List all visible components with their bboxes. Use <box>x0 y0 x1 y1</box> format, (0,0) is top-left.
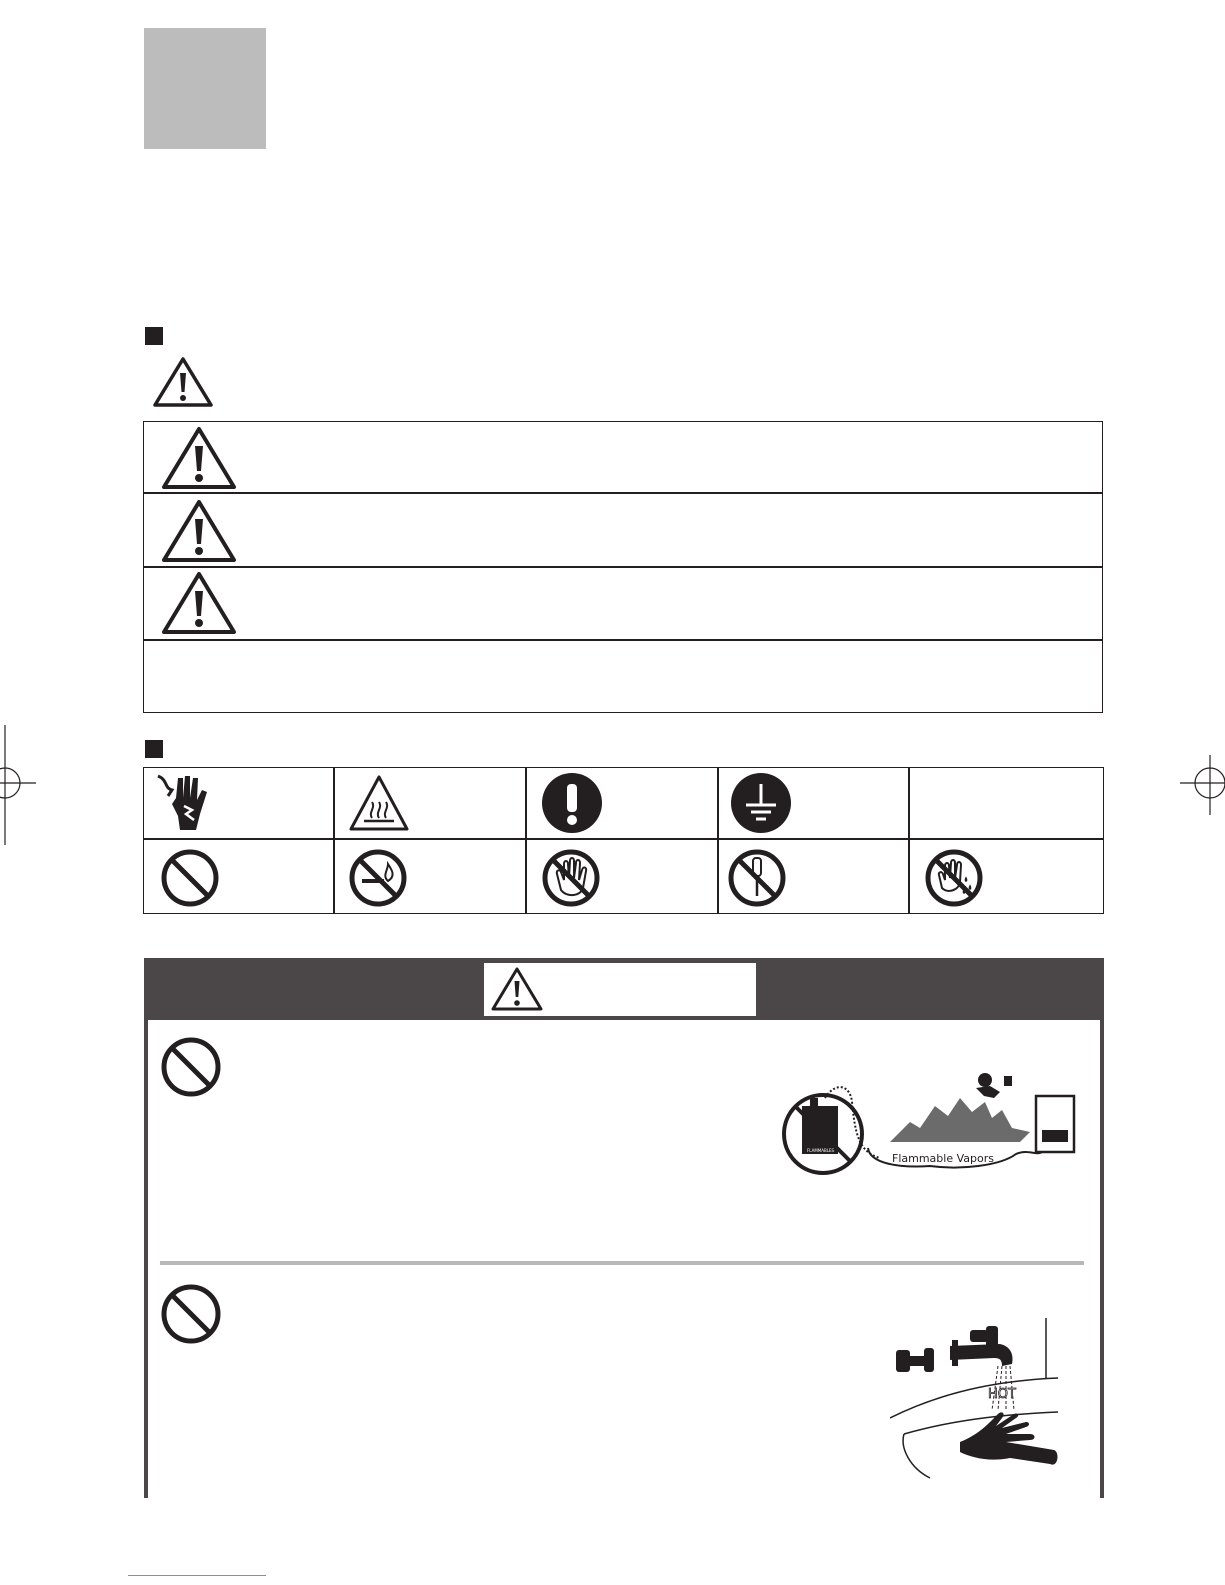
prohibition-icon <box>160 1283 222 1345</box>
section-tab <box>144 28 266 149</box>
hot-surface-icon <box>348 774 410 832</box>
ground-icon <box>730 772 792 834</box>
table-divider <box>525 767 527 914</box>
crop-mark-right <box>1180 755 1225 815</box>
warning-triangle-icon <box>160 425 238 491</box>
hot-water-illustration <box>890 1318 1062 1482</box>
flammable-vapors-caption: Flammable Vapors <box>892 1152 994 1165</box>
exclamation-circle-icon <box>541 772 603 834</box>
hot-label: HOT <box>988 1387 1016 1402</box>
warning-triangle-icon <box>160 498 238 564</box>
no-open-flame-icon <box>348 848 408 908</box>
do-not-touch-icon <box>541 848 601 908</box>
section-bullet <box>145 740 163 758</box>
table-divider <box>143 566 1103 568</box>
warning-triangle-icon <box>490 966 544 1012</box>
prohibition-icon <box>160 1036 222 1098</box>
no-wet-hands-icon <box>924 848 984 908</box>
prohibition-icon <box>160 848 220 908</box>
item-separator <box>160 1261 1084 1265</box>
table-divider <box>333 767 335 914</box>
table-divider <box>143 492 1103 494</box>
table-divider <box>143 639 1103 641</box>
warning-triangle-icon <box>152 356 214 408</box>
warning-box-border <box>144 1018 148 1498</box>
flammable-vapors-illustration <box>780 1062 1085 1180</box>
table-divider <box>143 838 1104 840</box>
warning-triangle-icon <box>160 570 238 636</box>
electric-shock-icon <box>150 772 220 836</box>
warning-box-border <box>1100 1018 1104 1498</box>
section-bullet <box>145 327 163 345</box>
footer-link-underline <box>128 1575 266 1576</box>
can-label: FLAMMABLES <box>807 1148 835 1153</box>
crop-mark-left <box>0 725 40 845</box>
table-divider <box>717 767 719 914</box>
no-disassembly-icon <box>727 848 787 908</box>
table-divider <box>908 767 910 914</box>
